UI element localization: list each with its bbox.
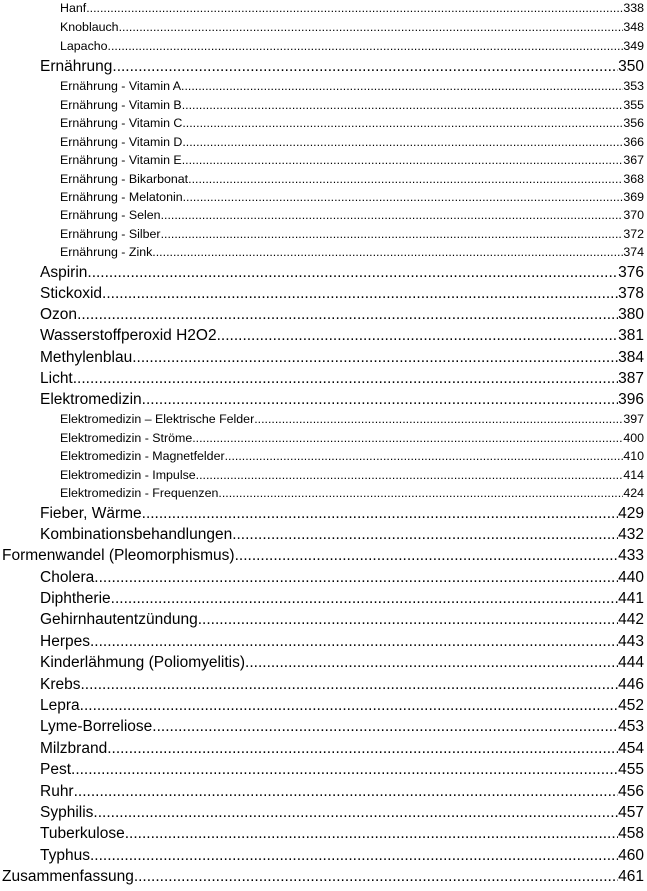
toc-entry-title: Wasserstoffperoxid H2O2 [40,327,217,344]
toc-dot-leader [182,134,623,150]
toc-entry-page-number: 456 [618,783,644,800]
toc-dot-leader [188,171,623,187]
toc-dot-leader [181,78,623,94]
toc-entry[interactable] [40,525,644,545]
toc-entry-page-number: 432 [618,526,644,543]
toc-dot-leader [142,390,618,410]
toc-dot-leader [161,226,624,242]
toc-entry-page-number: 452 [618,697,644,714]
toc-dot-leader [90,632,618,652]
toc-entry[interactable] [40,284,644,304]
toc-entry[interactable] [60,411,644,427]
toc-entry-title: Ernährung - Melatonin [60,190,183,204]
toc-entry-page-number: 458 [618,825,644,842]
toc-entry-page-number: 429 [618,505,644,522]
toc-entry-title: Ruhr [40,783,74,800]
toc-entry-title: Hanf [60,1,87,15]
toc-dot-leader [196,467,624,483]
toc-entry[interactable] [60,38,644,54]
toc-entry-page-number: 396 [618,391,644,408]
toc-entry-title: Ozon [40,306,78,323]
toc-entry[interactable] [40,824,644,844]
toc-entry-title: Ernährung - Selen [60,208,161,222]
toc-entry-page-number: 384 [618,349,644,366]
toc-entry[interactable] [40,717,644,737]
toc-entry-title: Ernährung - Vitamin B [60,98,182,112]
toc-entry-title: Pest [40,761,72,778]
toc-dot-leader [80,696,618,716]
toc-entry-title: Elektromedizin - Magnetfelder [60,449,225,463]
toc-dot-leader [198,610,618,630]
toc-entry-page-number: 356 [623,116,644,130]
toc-entry[interactable] [40,263,644,283]
toc-entry[interactable] [60,467,644,483]
toc-entry[interactable] [40,326,644,346]
toc-entry[interactable] [40,305,644,325]
toc-dot-leader [94,568,618,588]
toc-entry-title: Knoblauch [60,20,119,34]
toc-entry-page-number: 454 [618,740,644,757]
toc-entry-page-number: 443 [618,633,644,650]
toc-dot-leader [232,525,618,545]
toc-dot-leader [182,152,624,168]
toc-entry[interactable] [40,696,644,716]
toc-entry-title: Stickoxid [40,285,103,302]
toc-entry-page-number: 366 [623,135,644,149]
toc-entry-title: Elektromedizin - Ströme [60,431,193,445]
toc-entry[interactable] [60,115,644,131]
toc-entry-page-number: 348 [623,20,644,34]
toc-entry-title: Lepra [40,697,80,714]
toc-entry-page-number: 387 [618,370,644,387]
toc-dot-leader [225,448,624,464]
toc-entry-title: Syphilis [40,804,94,821]
toc-dot-leader [245,653,618,673]
toc-entry[interactable] [60,19,644,35]
toc-entry-page-number: 355 [623,98,644,112]
toc-dot-leader [152,244,623,260]
toc-entry-title: Krebs [40,676,81,693]
toc-entry-title: Licht [40,370,73,387]
toc-entry-title: Fieber, Wärme [40,505,142,522]
toc-entry-title: Ernährung - Vitamin C [60,116,183,130]
toc-entry-title: Ernährung - Vitamin D [60,135,183,149]
toc-entry-page-number: 460 [618,847,644,864]
toc-entry-page-number: 380 [618,306,644,323]
toc-entry[interactable] [60,226,644,242]
toc-entry[interactable] [2,546,644,566]
toc-dot-leader [125,824,618,844]
toc-entry[interactable] [60,244,644,260]
toc-entry-page-number: 424 [623,486,644,500]
toc-entry-title: Ernährung - Silber [60,227,161,241]
toc-entry[interactable] [60,134,644,150]
toc-entry-title: Diphtherie [40,590,111,607]
toc-entry-page-number: 453 [618,718,644,735]
toc-entry-page-number: 442 [618,611,644,628]
toc-entry-page-number: 369 [623,190,644,204]
toc-entry-page-number: 444 [618,654,644,671]
toc-entry-page-number: 400 [623,431,644,445]
toc-dot-leader [73,369,618,389]
toc-dot-leader [142,504,618,524]
toc-dot-leader [217,326,619,346]
toc-dot-leader [182,97,624,113]
toc-entry[interactable] [40,369,644,389]
toc-entry-page-number: 372 [623,227,644,241]
toc-entry-page-number: 455 [618,761,644,778]
toc-entry-page-number: 381 [618,327,644,344]
toc-entry-title: Elektromedizin - Frequenzen [60,486,219,500]
toc-dot-leader [71,760,618,780]
toc-entry[interactable] [60,189,644,205]
toc-entry[interactable] [60,448,644,464]
toc-dot-leader [90,846,618,866]
toc-entry-title: Methylenblau [40,349,133,366]
toc-dot-leader [161,207,624,223]
toc-dot-leader [87,263,618,283]
toc-dot-leader [93,803,618,823]
toc-entry-page-number: 410 [623,449,644,463]
toc-entry-page-number: 376 [618,264,644,281]
toc-dot-leader [102,284,618,304]
toc-entry-page-number: 368 [623,172,644,186]
toc-entry-page-number: 367 [623,153,644,167]
toc-entry[interactable] [40,632,644,652]
toc-dot-leader [132,348,618,368]
toc-entry-page-number: 378 [618,285,644,302]
toc-entry-title: Lapacho [60,39,108,53]
toc-entry-title: Kinderlähmung (Poliomyelitis) [40,654,246,671]
toc-entry-title: Cholera [40,569,95,586]
toc-entry-page-number: 457 [618,804,644,821]
toc-dot-leader [235,546,619,566]
toc-entry-title: Herpes [40,633,90,650]
toc-entry-page-number: 338 [623,1,644,15]
toc-entry-title: Aspirin [40,264,88,281]
toc-entry-title: Tuberkulose [40,825,125,842]
toc-entry[interactable] [40,739,644,759]
toc-entry[interactable] [40,782,644,802]
toc-entry[interactable] [40,568,644,588]
toc-dot-leader [112,57,618,77]
toc-entry[interactable] [60,0,644,16]
toc-entry-title: Elektromedizin - Impulse [60,468,196,482]
toc-entry-title: Ernährung - Vitamin E [60,153,182,167]
toc-dot-leader [74,782,619,802]
toc-entry-page-number: 370 [623,208,644,222]
toc-entry[interactable] [40,760,644,780]
toc-entry-page-number: 353 [623,79,644,93]
toc-entry-title: Gehirnhautentzündung [40,611,198,628]
toc-dot-leader [152,717,618,737]
toc-entry-page-number: 440 [618,569,644,586]
toc-dot-leader [77,305,618,325]
toc-dot-leader [192,430,623,446]
toc-dot-leader [183,189,624,205]
toc-entry[interactable] [60,430,644,446]
toc-entry[interactable] [60,485,644,501]
toc-entry-page-number: 461 [618,868,644,885]
toc-entry-page-number: 397 [623,412,644,426]
toc-entry[interactable] [40,846,644,866]
toc-entry-title: Typhus [40,847,90,864]
toc-entry-title: Zusammenfassung [2,868,134,885]
toc-entry-page-number: 414 [623,468,644,482]
toc-entry-title: Kombinationsbehandlungen [40,526,233,543]
toc-entry-title: Milzbrand [40,740,108,757]
toc-entry[interactable] [40,504,644,524]
toc-entry[interactable] [60,207,644,223]
toc-dot-leader [218,485,623,501]
toc-entry[interactable] [60,97,644,113]
toc-entry[interactable] [40,803,644,823]
toc-entry[interactable] [40,57,644,77]
toc-entry[interactable] [40,675,644,695]
toc-entry[interactable] [40,589,644,609]
toc-entry-title: Ernährung - Vitamin A [60,79,181,93]
toc-entry[interactable] [60,171,644,187]
toc-entry-title: Ernährung - Zink [60,245,153,259]
toc-entry[interactable] [40,610,644,630]
toc-dot-leader [119,19,624,35]
toc-dot-leader [86,0,623,16]
toc-entry[interactable] [2,867,644,887]
toc-dot-leader [111,589,618,609]
toc-entry[interactable] [60,152,644,168]
toc-dot-leader [182,115,623,131]
toc-entry-page-number: 374 [623,245,644,259]
toc-entry-title: Formenwandel (Pleomorphismus) [2,547,235,564]
toc-entry-page-number: 446 [618,676,644,693]
toc-entry-page-number: 433 [618,547,644,564]
toc-entry-page-number: 349 [623,39,644,53]
toc-entry[interactable] [40,390,644,410]
toc-dot-leader [134,867,618,887]
toc-entry-title: Lyme-Borreliose [40,718,153,735]
toc-entry-title: Elektromedizin – Elektrische Felder [60,412,255,426]
toc-entry[interactable] [60,78,644,94]
toc-entry-page-number: 441 [618,590,644,607]
toc-entry-title: Ernährung - Bikarbonat [60,172,189,186]
toc-entry-page-number: 350 [618,58,644,75]
toc-dot-leader [81,675,619,695]
toc-entry-title: Ernährung [40,58,113,75]
toc-dot-leader [254,411,623,427]
toc-entry[interactable] [40,653,644,673]
toc-entry[interactable] [40,348,644,368]
toc-dot-leader [107,739,618,759]
toc-dot-leader [108,38,624,54]
toc-entry-title: Elektromedizin [40,391,142,408]
